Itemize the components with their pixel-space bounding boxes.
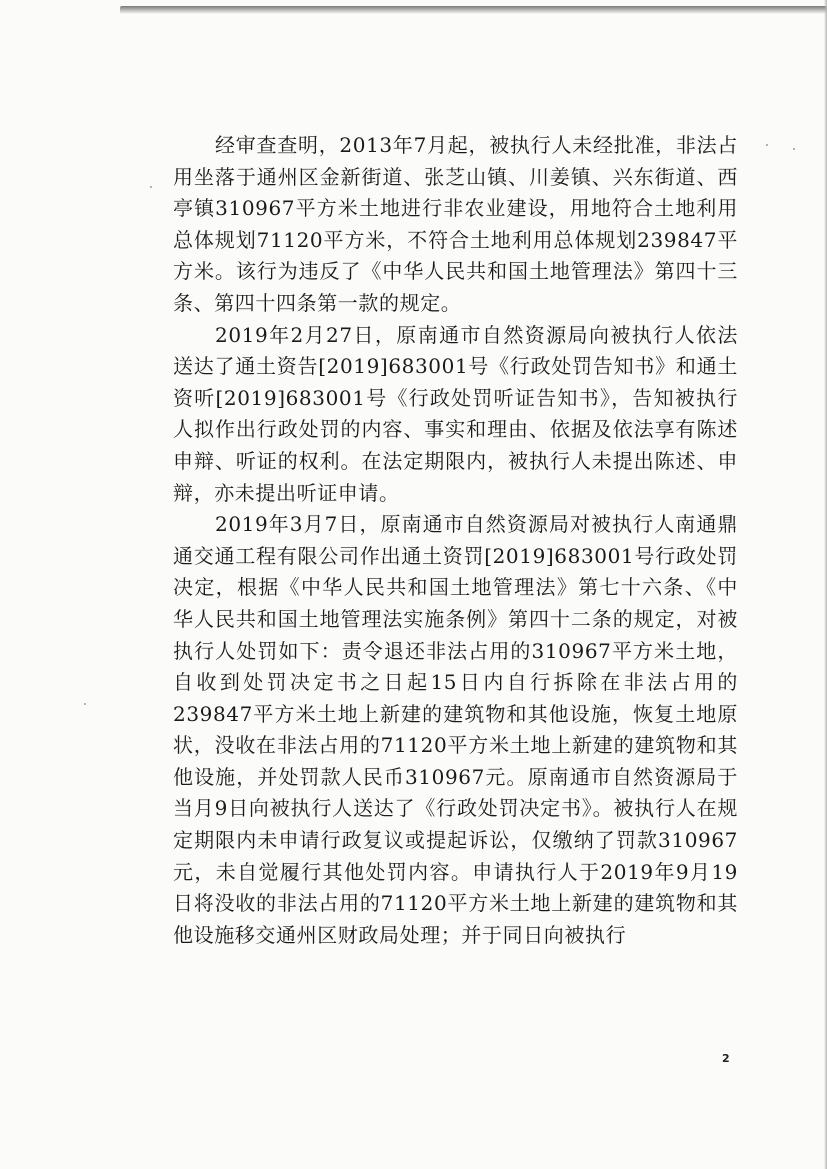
- scan-speck: [766, 144, 768, 146]
- paragraph-decision: 2019年3月7日，原南通市自然资源局对被执行人南通鼎通交通工程有限公司作出通土资罚[2019]683001号行政处罚决定，根据《中华人民共和国土地管理法》第七十六条、《中华人民共和国土地管理法实施条例》第四十二条的规定，对被执行人处罚如下：责令退还非法占用的310967平方米土地，自收到处罚决定书之日起15日内自行拆除在非法占用的239847平方米土地上新建的建筑物和其他设施，恢复土地原状，没收在非法占用的71120平方米土地上新建的建筑物和其他设施，并处罚款人民币310967元。原南通市自然资源局于当月9日向被执行人送达了《行政处罚决定书》。被执行人在规定期限内未申请行政复议或提起诉讼，仅缴纳了罚款310967元，未自觉履行其他处罚内容。申请执行人于2019年9月19日将没收的非法占用的71120平方米土地上新建的建筑物和其他设施移交通州区财政局处理；并于同日向被执行: [173, 512, 738, 947]
- scan-speck: [793, 148, 795, 150]
- document-body: [173, 130, 738, 951]
- paragraph-notice: 2019年2月27日，原南通市自然资源局向被执行人依法送达了通土资告[2019]683001号《行政处罚告知书》和通土资听[2019]683001号《行政处罚听证告知书》，告知被执行人拟作出行政处罚的内容、事实和理由、依据及依法享有陈述申辩、听证的权利。在法定期限内，被执行人未提出陈述、申辩，亦未提出听证申请。: [173, 322, 738, 505]
- page-number: 2: [722, 1052, 730, 1065]
- scan-speck: [84, 703, 86, 705]
- paragraph-findings: 经审查查明，2013年7月起，被执行人未经批准，非法占用坐落于通州区金新街道、张芝山镇、川姜镇、兴东街道、西亭镇310967平方米土地进行非农业建设，用地符合土地利用总体规划71120平方米，不符合土地利用总体规划239847平方米。该行为违反了《中华人民共和国土地管理法》第四十三条、第四十四条第一款的规定。: [173, 133, 738, 315]
- scan-shadow-top: [120, 6, 827, 14]
- scan-speck: [150, 186, 152, 188]
